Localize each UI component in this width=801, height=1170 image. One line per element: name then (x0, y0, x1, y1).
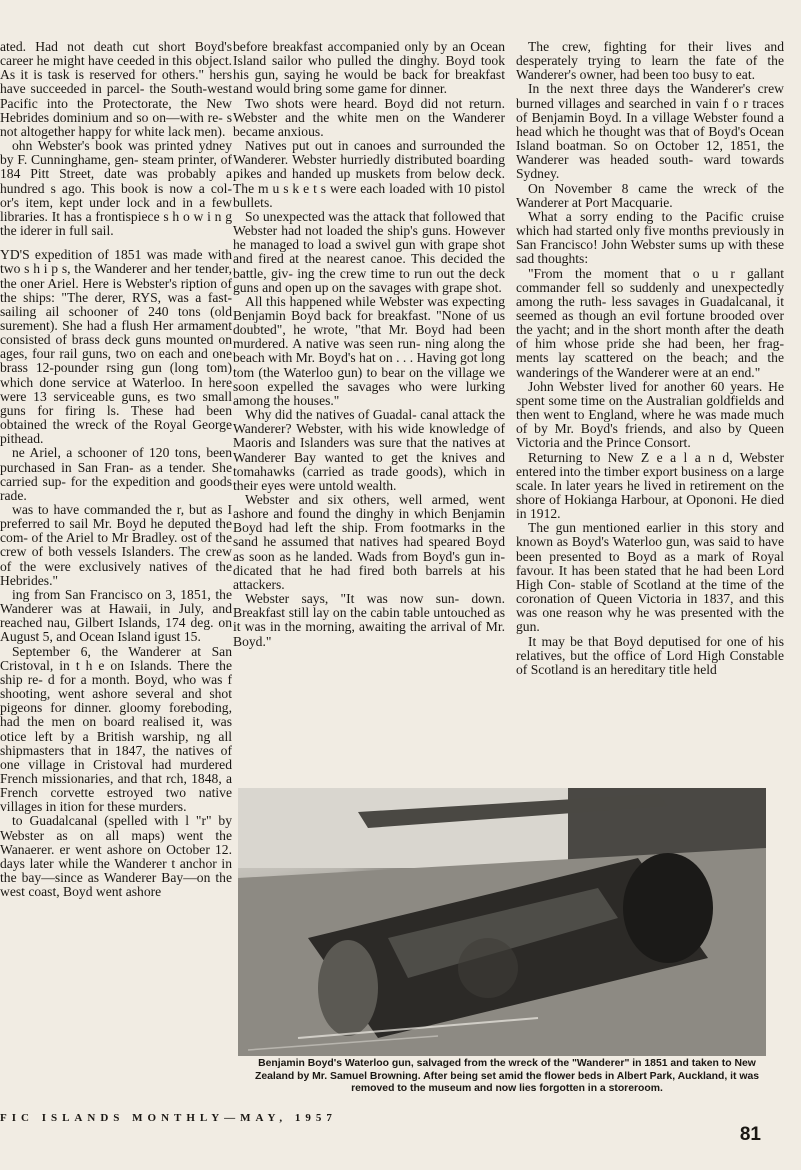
paragraph: Natives put out in canoes and surrounded the Wanderer. Webster hurriedly distributed boarding pikes and handed up muskets from below deck. The m u s k e t s were each loaded with 10 pistol bullets. (233, 138, 505, 210)
paragraph: The crew, fighting for their lives and desperately trying to learn the fate of the Wanderer's owner, had been too busy to eat. (516, 40, 784, 83)
paragraph: ated. Had not death cut short Boyd's career he might have ceeded in this object. As it is task is reserved for others." hers have succeeded in parcel- the South-west Pacific into the Protectorate, the New Hebrides dominium and so on—with re- s not altogether happy for white lack men). (0, 40, 232, 139)
article-column-2 (233, 40, 505, 795)
paragraph: ohn Webster's book was printed ydney by F. Cunninghame, gen- steam printer, of 184 Pitt Street, date was probably a hundred s ago. This book is now a col- or's item, kept under lock and in a few libraries. It has a frontispiece s h o w i n g the iderer in full sail. (0, 138, 232, 239)
paragraph: ne Ariel, a schooner of 120 tons, been purchased in San Fran- as a tender. She carried sup- for the expedition and goods rade. (0, 445, 232, 503)
paragraph: In the next three days the Wanderer's crew burned villages and searched in vain f o r traces of Benjamin Boyd. In a village Webster found a head which he thought was that of Boyd's Ocean Island boatman. So on October 12, 1851, the Wanderer was headed south- ward towards Sydney. (516, 81, 784, 182)
paragraph: before breakfast accompanied only by an Ocean Island sailor who pulled the dinghy. Boyd took his gun, saying he would be back for breakfast and would bring some game for dinner. (233, 40, 505, 97)
paragraph: was to have commanded the r, but as I preferred to sail Mr. Boyd he deputed the com- of the Ariel to Mr Bradley. ost of the crew of both vessels Islanders. The crew of the were exclusively natives of the Hebrides." (0, 502, 232, 588)
paragraph: "From the moment that o u r gallant commander fell so suddenly and unexpectedly among the ruth- less savages in Guadalcanal, it seemed as though an evil fortune brooded over the yacht; and in the short month after the death of him whose pride she had been, her frag- ments lay scattered on the beach; and the wanderings of the Wanderer were at an end." (516, 265, 784, 380)
page-number: 81 (739, 1124, 761, 1145)
article-column-3 (516, 40, 784, 810)
paragraph: Returning to New Z e a l a n d, Webster entered into the timber export business on a large scale. In later years he lived in retirement on the shore of Hokianga Harbour, at Opononi. He died in 1912. (516, 449, 784, 522)
paragraph: to Guadalcanal (spelled with l "r" by Webster as on all maps) went the Wanaerer. er went ashore on October 12. days later while the Wanderer t anchor in the bay—since as Wanderer Bay—on the west coast, Boyd went ashore (0, 813, 232, 900)
running-footer: FIC ISLANDS MONTHLY—MAY, 1957 (0, 1112, 337, 1124)
paragraph: Webster and six others, well armed, went ashore and found the dinghy in which Benjamin Boyd had left the ship. From footmarks in the sand he assumed that natives had speared Boyd as soon as he landed. Wads from Boyd's gun in- dicated that he had fired both barrels at his attackers. (233, 492, 505, 592)
paragraph: What a sorry ending to the Pacific cruise which had started only five months previously in San Francisco! John Webster sums up with these sad thoughts: (516, 208, 784, 267)
photo-caption: Benjamin Boyd's Waterloo gun, salvaged from the wreck of the "Wanderer" in 1851 and taken to New Zealand by Mr. Samuel Browning. After being set amid the flower beds in Albert Park, Auckland, it was removed to the museum and now lies forgotten in a storeroom. (254, 1058, 760, 1094)
paragraph: Webster says, "It was now sun- down. Breakfast still lay on the cabin table untouched as it was in the morning, awaiting the arrival of Mr. Boyd." (233, 591, 505, 649)
paragraph: YD'S expedition of 1851 was made with two s h i p s, the Wanderer and her tender, the oner Ariel. Here is Webster's ription of the ships: "The derer, RYS, was a fast-sailing ail schooner of 240 tons (old surement). She had a flush Her armament consisted of brass deck guns mounted on ages, four rail guns, two on each and one brass 12-pounder rsing gun (long tom) which done service at Waterloo. In here were 13 serviceable guns, es two small guns for firing ls. These had been obtained the wreck of the Royal George pithead. (0, 247, 232, 447)
paragraph: On November 8 came the wreck of the Wanderer at Port Macquarie. (516, 180, 784, 210)
paragraph: All this happened while Webster was expecting Benjamin Boyd back for breakfast. "None of us doubted", he wrote, "that Mr. Boyd had been murdered. A native was seen run- ning along the beach with Mr. Boyd's hat on . . . Having got long tom (the Waterloo gun) to bear on the village we soon expelled the savages who were lurking among the houses." (233, 293, 505, 408)
waterloo-gun-photo (238, 788, 766, 1056)
article-column-1 (0, 40, 232, 1086)
paragraph: Why did the natives of Guadal- canal attack the Wanderer? Webster, with his wide knowledge of Maoris and Islanders was sure that the natives at Wanderer Bay wanted to get the knives and tomahawks (carried as trade goods), which in their eyes were untold wealth. (233, 407, 505, 493)
paragraph: Two shots were heard. Boyd did not return. Webster and the white men on the Wanderer became anxious. (233, 95, 505, 139)
cannon-image (238, 788, 766, 1056)
paragraph: So unexpected was the attack that followed that Webster had not loaded the ship's guns. However he managed to load a swivel gun with grape shot and fired at the nearest canoe. This decided the battle, giv- ing the crew time to run out the deck guns and open up on the savages with grape shot. (233, 208, 505, 295)
paragraph: John Webster lived for another 60 years. He spent some time on the Australian goldfields and then went to England, where he was made much of by Mr. Boyd's friends, and also by Queen Victoria and the Prince Consort. (516, 378, 784, 451)
paragraph: ing from San Francisco on 3, 1851, the Wanderer was at Hawaii, in July, and reached nau, Gilbert Islands, 174 deg. on August 5, and Ocean Island igust 15. (0, 586, 232, 645)
paragraph: It may be that Boyd deputised for one of his relatives, but the office of Lord High Constable of Scotland is an hereditary title held (516, 633, 784, 677)
paragraph: The gun mentioned earlier in this story and known as Boyd's Waterloo gun, was said to have been presented to Boyd as a mark of Royal favour. It has been stated that he had been Lord High Con- stable of Scotland at the time of the coronation of Queen Victoria in 1837, and this was one reason why he was presented with the gun. (516, 520, 784, 635)
paragraph: September 6, the Wanderer at San Cristoval, in t h e on Islands. There the ship re- d for a month. Boyd, who was f shooting, went ashore several and shot pigeons for dinner. gloomy foreboding, had the men on board realised it, was otice left by a British warship, ng all shipmasters that in 1847, the natives of one village in Cristoval had murdered French missionaries, and that rch, 1848, a French corvette estroyed two native villages in ition for these murders. (0, 643, 232, 815)
